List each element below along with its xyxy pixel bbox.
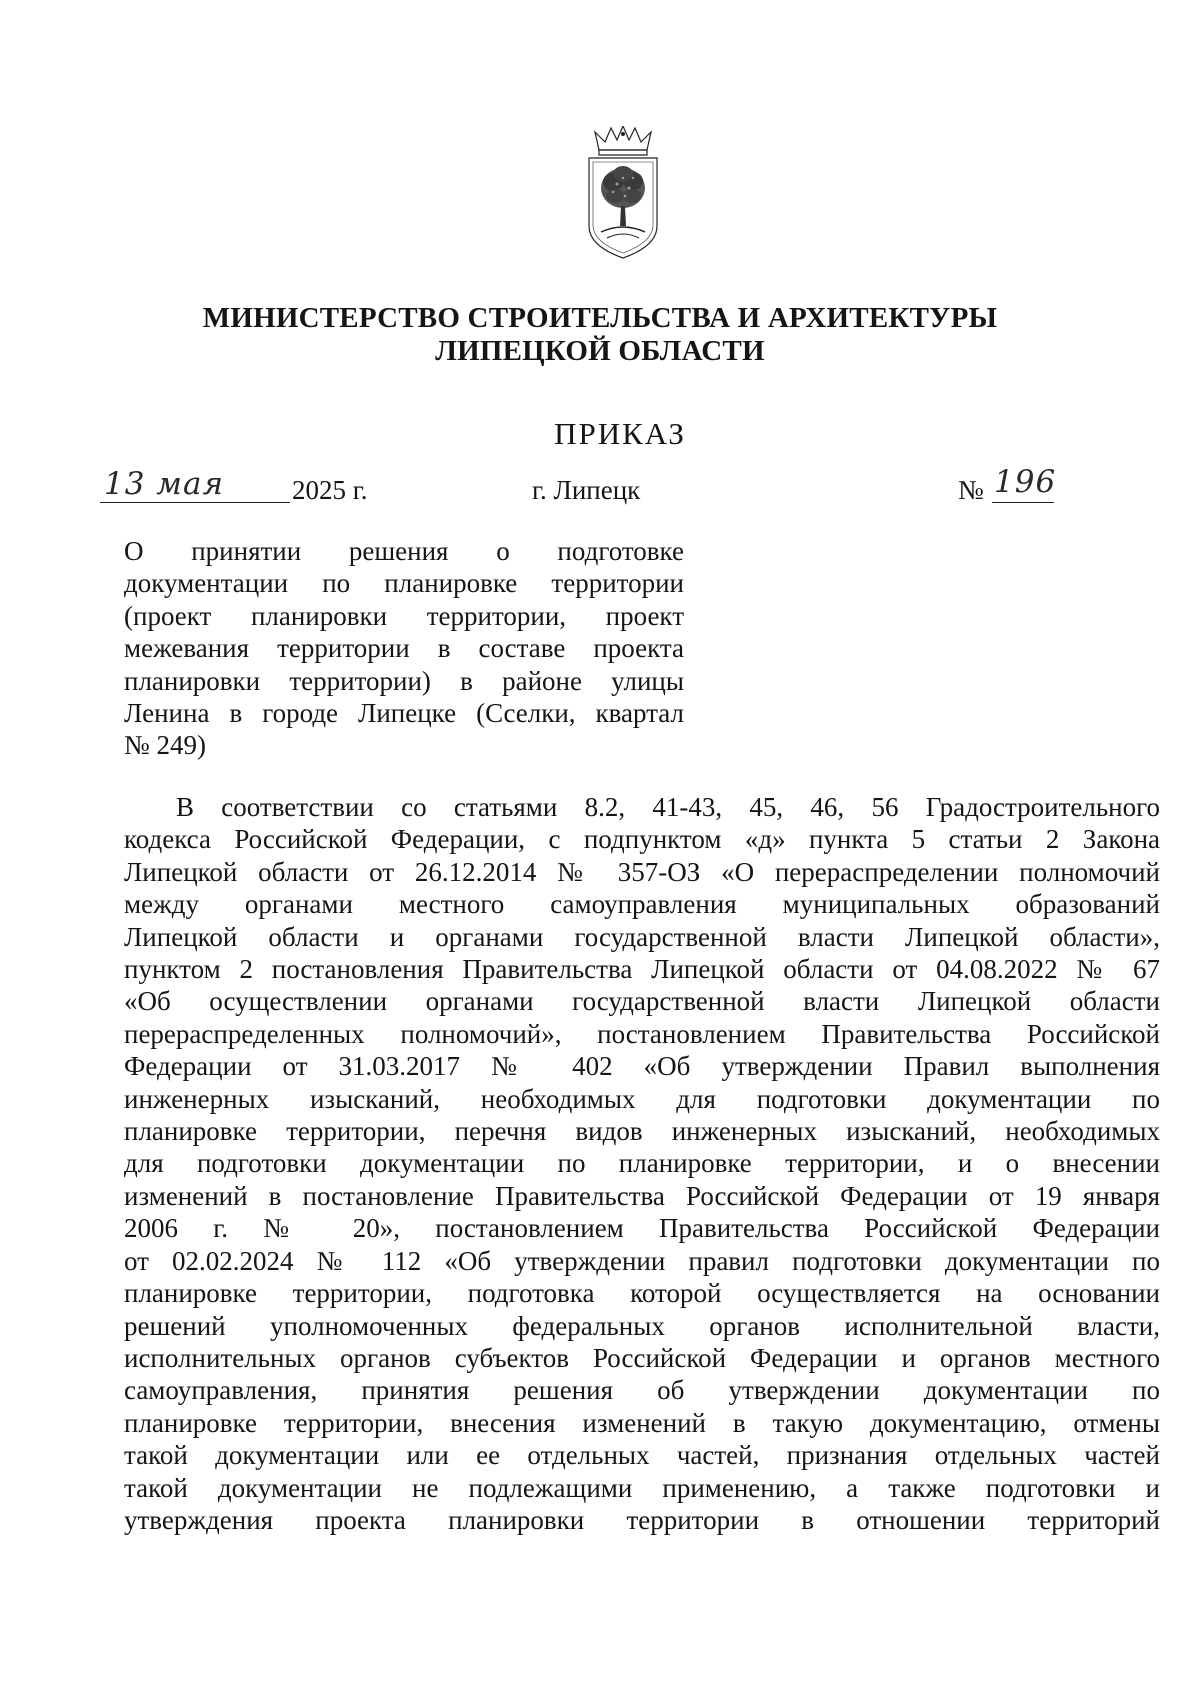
document-type-title: ПРИКАЗ: [554, 416, 686, 451]
body-line: исполнительных органов субъектов Российской Федерации и органов местного: [124, 1342, 1160, 1373]
body-line: планировке территории, перечня видов инженерных изысканий, необходимых: [124, 1116, 1160, 1147]
body-line: изменений в постановление Правительства Российской Федерации от 19 января: [124, 1180, 1160, 1211]
ministry-name-line-2: ЛИПЕЦКОЙ ОБЛАСТИ: [435, 335, 765, 367]
order-body-paragraph: [124, 791, 1160, 1536]
body-line: кодекса Российской Федерации, с подпунктом «д» пункта 5 статьи 2 Закона: [124, 824, 1160, 855]
subject-line: документации по планировке территории: [124, 568, 684, 599]
subject-line: № 249): [124, 730, 207, 761]
body-line: такой документации не подлежащими применению, а также подготовки и: [124, 1472, 1160, 1503]
body-line: утверждения проекта планировки территории в отношении территорий: [124, 1504, 1160, 1535]
handwritten-date: 13 мая: [104, 466, 225, 502]
body-line: В соответствии со статьями 8.2, 41-43, 45, 46, 56 Градостроительного: [176, 792, 1160, 822]
ministry-name-line-1: МИНИСТЕРСТВО СТРОИТЕЛЬСТВА И АРХИТЕКТУРЫ: [202, 302, 998, 334]
body-line: пунктом 2 постановления Правительства Липецкой области от 04.08.2022 № 67: [124, 954, 1160, 985]
body-line: между органами местного самоуправления муниципальных образований: [124, 889, 1160, 920]
body-line: от 02.02.2024 № 112 «Об утверждении правил подготовки документации по: [124, 1245, 1160, 1276]
subject-line: Ленина в городе Липецке (Сселки, квартал: [124, 698, 684, 729]
document-year: 2025 г.: [292, 475, 368, 505]
body-line: решений уполномоченных федеральных органов исполнительной власти,: [124, 1310, 1160, 1341]
coat-of-arms-icon: [585, 126, 661, 260]
body-line: «Об осуществлении органами государственной власти Липецкой области: [124, 986, 1160, 1017]
number-blank-line: [992, 502, 1054, 503]
order-subject: [124, 535, 684, 762]
body-line: самоуправления, принятия решения об утверждении документации по: [124, 1375, 1160, 1406]
body-line: Липецкой области и органами государственной власти Липецкой области»,: [124, 921, 1160, 952]
body-line: такой документации или ее отдельных частей, признания отдельных частей: [124, 1440, 1160, 1471]
body-line: инженерных изысканий, необходимых для подготовки документации по: [124, 1083, 1160, 1114]
body-line: Федерации от 31.03.2017 № 402 «Об утверждении Правил выполнения: [124, 1051, 1160, 1082]
body-line: перераспределенных полномочий», постановлением Правительства Российской: [124, 1018, 1160, 1049]
handwritten-number: 196: [994, 464, 1057, 500]
body-line: для подготовки документации по планировке территории, и о внесении: [124, 1148, 1160, 1179]
body-line: Липецкой области от 26.12.2014 № 357-ОЗ «О перераспределении полномочий: [124, 856, 1160, 887]
subject-line: планировки территории) в районе улицы: [124, 665, 684, 696]
document-number-label: №: [958, 475, 984, 505]
subject-line: О принятии решения о подготовке: [124, 536, 684, 566]
body-line: планировке территории, внесения изменений в такую документацию, отмены: [124, 1407, 1160, 1438]
subject-line: (проект планировки территории, проект: [124, 600, 684, 631]
body-line: планировке территории, подготовка которой осуществляется на основании: [124, 1278, 1160, 1309]
date-blank-line: [100, 502, 290, 503]
subject-line: межевания территории в составе проекта: [124, 633, 684, 664]
document-city: г. Липецк: [532, 475, 641, 505]
body-line: 2006 г. № 20», постановлением Правительства Российской Федерации: [124, 1213, 1160, 1244]
